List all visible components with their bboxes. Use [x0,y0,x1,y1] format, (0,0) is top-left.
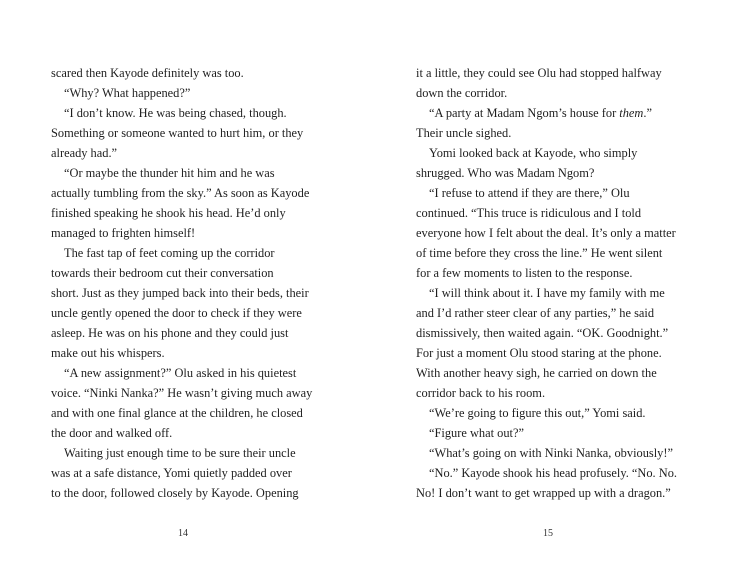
text-line: the door and walked off. [51,426,173,440]
text-fragment: “A party at Madam Ngom’s house for [429,106,620,120]
text-line: voice. “Ninki Nanka?” He wasn’t giving much away [51,386,313,400]
text-line: down the corridor. [416,86,508,100]
text-line: finished speaking he shook his head. He’d only [51,206,286,220]
text-fragment: .” [643,106,652,120]
text-line: For just a moment Olu stood staring at the phone. [416,346,662,360]
text-line: towards their bedroom cut their conversation [51,266,274,280]
text-line: and I’d rather steer clear of any parties,” he said [416,306,655,320]
text-line: dismissively, then waited again. “OK. Goodnight.” [416,326,669,340]
text-line: Their uncle sighed. [416,126,512,140]
text-line: everyone how I felt about the deal. It’s only a matter [416,226,676,240]
left-page-text [51,63,323,503]
text-line: “What’s going on with Ninki Nanka, obviously!” [429,446,673,460]
text-line: corridor back to his room. [416,386,546,400]
text-line: actually tumbling from the sky.” As soon as Kayode [51,186,310,200]
text-line: make out his whispers. [51,346,165,360]
text-line: already had.” [51,146,118,160]
text-line: managed to frighten himself! [51,226,196,240]
text-line: No! I don’t want to get wrapped up with a dragon.” [416,486,671,500]
text-line: it a little, they could see Olu had stopped halfway [416,66,662,80]
text-line: scared then Kayode definitely was too. [51,66,244,80]
text-line: “I refuse to attend if they are there,” Olu [429,186,630,200]
text-line: “We’re going to figure this out,” Yomi said. [429,406,646,420]
text-line: Yomi looked back at Kayode, who simply [429,146,638,160]
text-line: “Or maybe the thunder hit him and he was [64,166,275,180]
page-number-left: 14 [178,528,188,539]
text-line: “Why? What happened?” [64,86,191,100]
text-line: of time before they cross the line.” He went silent [416,246,663,260]
text-line: “I don’t know. He was being chased, though. [64,106,287,120]
text-line: short. Just as they jumped back into their beds, their [51,286,309,300]
text-line: “Figure what out?” [429,426,524,440]
text-line: “I will think about it. I have my family with me [429,286,665,300]
right-page-text [416,63,696,503]
text-line: was at a safe distance, Yomi quietly padded over [51,466,292,480]
text-line [416,103,696,123]
text-line: The fast tap of feet coming up the corridor [64,246,275,260]
text-line: continued. “This truce is ridiculous and I told [416,206,642,220]
text-line: Something or someone wanted to hurt him, or they [51,126,304,140]
text-line: uncle gently opened the door to check if they were [51,306,302,320]
text-line: “No.” Kayode shook his head profusely. “No. No. [429,466,677,480]
text-line: for a few moments to listen to the response. [416,266,633,280]
text-line: “A new assignment?” Olu asked in his quietest [64,366,297,380]
page-number-right: 15 [543,528,553,539]
emphasized-text: them [619,106,644,120]
text-line: shrugged. Who was Madam Ngom? [416,166,595,180]
text-line: With another heavy sigh, he carried on down the [416,366,657,380]
text-line: Waiting just enough time to be sure their uncle [64,446,296,460]
text-line: and with one final glance at the children, he closed [51,406,303,420]
text-line: asleep. He was on his phone and they could just [51,326,289,340]
text-line: to the door, followed closely by Kayode. Opening [51,486,299,500]
